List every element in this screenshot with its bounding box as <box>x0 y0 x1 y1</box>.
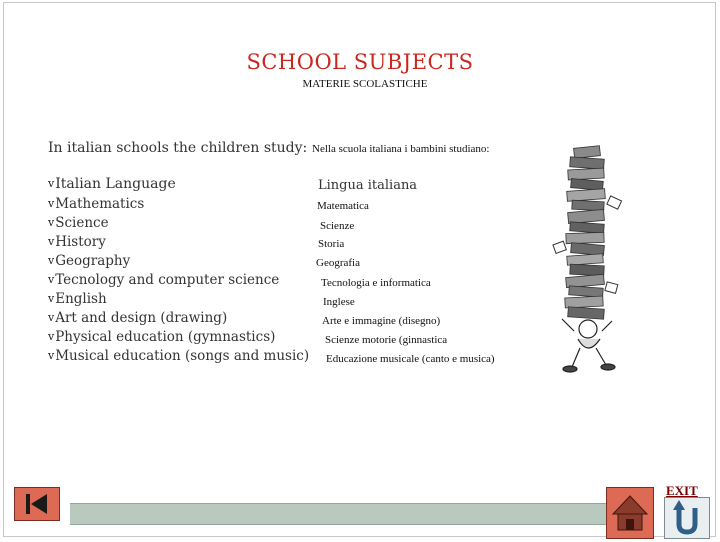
subject-label: English <box>55 291 107 307</box>
subject-item <box>48 272 309 291</box>
subject-label: History <box>55 234 106 250</box>
subject-item <box>48 291 309 310</box>
bullet-icon: v <box>48 177 55 190</box>
intro-english: In italian schools the children study: <box>48 140 308 156</box>
subject-italian: Matematica <box>317 200 369 212</box>
subject-label: Science <box>55 215 109 231</box>
bullet-icon: v <box>48 254 55 267</box>
subject-italian: Geografia <box>316 257 360 269</box>
exit-link[interactable]: EXIT <box>666 483 698 498</box>
return-button[interactable] <box>664 497 710 539</box>
home-button[interactable] <box>606 487 654 539</box>
bullet-icon: v <box>48 349 55 362</box>
subject-item <box>48 196 309 215</box>
subject-item <box>48 253 309 272</box>
subject-item <box>48 329 309 348</box>
subject-item <box>48 215 309 234</box>
u-turn-icon <box>665 498 709 538</box>
subject-label: Italian Language <box>55 176 176 192</box>
bullet-icon: v <box>48 273 55 286</box>
subject-label: Tecnology and computer science <box>55 272 280 288</box>
bullet-icon: v <box>48 292 55 305</box>
page-subtitle: MATERIE SCOLASTICHE <box>302 78 428 90</box>
bullet-icon: v <box>48 311 55 324</box>
subject-label: Physical education (gymnastics) <box>55 329 276 345</box>
subject-label: Mathematics <box>55 196 145 212</box>
home-icon <box>607 488 653 538</box>
subject-italian: Storia <box>318 238 345 250</box>
subject-italian: Educazione musicale (canto e musica) <box>326 353 495 365</box>
subject-italian: Scienze motorie (ginnastica <box>325 334 448 346</box>
subject-label: Musical education (songs and music) <box>55 348 310 364</box>
subject-italian: Tecnologia e informatica <box>321 277 431 289</box>
subject-item <box>48 176 309 196</box>
subject-italian: Scienze <box>320 220 355 232</box>
back-to-start-button[interactable] <box>14 487 60 521</box>
bullet-icon: v <box>48 216 55 229</box>
subject-item <box>48 234 309 253</box>
subject-list-english <box>48 176 309 367</box>
subject-label: Art and design (drawing) <box>55 310 228 326</box>
page-title: SCHOOL SUBJECTS <box>246 50 474 74</box>
bullet-icon: v <box>48 235 55 248</box>
subject-item <box>48 310 309 329</box>
subject-label: Geography <box>55 253 131 269</box>
skip-back-icon <box>15 488 59 520</box>
subject-item <box>48 348 309 367</box>
subject-italian: Arte e immagine (disegno) <box>322 315 441 327</box>
subject-italian: Inglese <box>323 296 355 308</box>
subject-italian: Lingua italiana <box>318 178 418 193</box>
intro-italian: Nella scuola italiana i bambini studiano: <box>312 143 490 155</box>
navigation-bar <box>70 503 608 525</box>
bullet-icon: v <box>48 330 55 343</box>
bullet-icon: v <box>48 197 55 210</box>
book-stack-illustration <box>552 143 630 375</box>
